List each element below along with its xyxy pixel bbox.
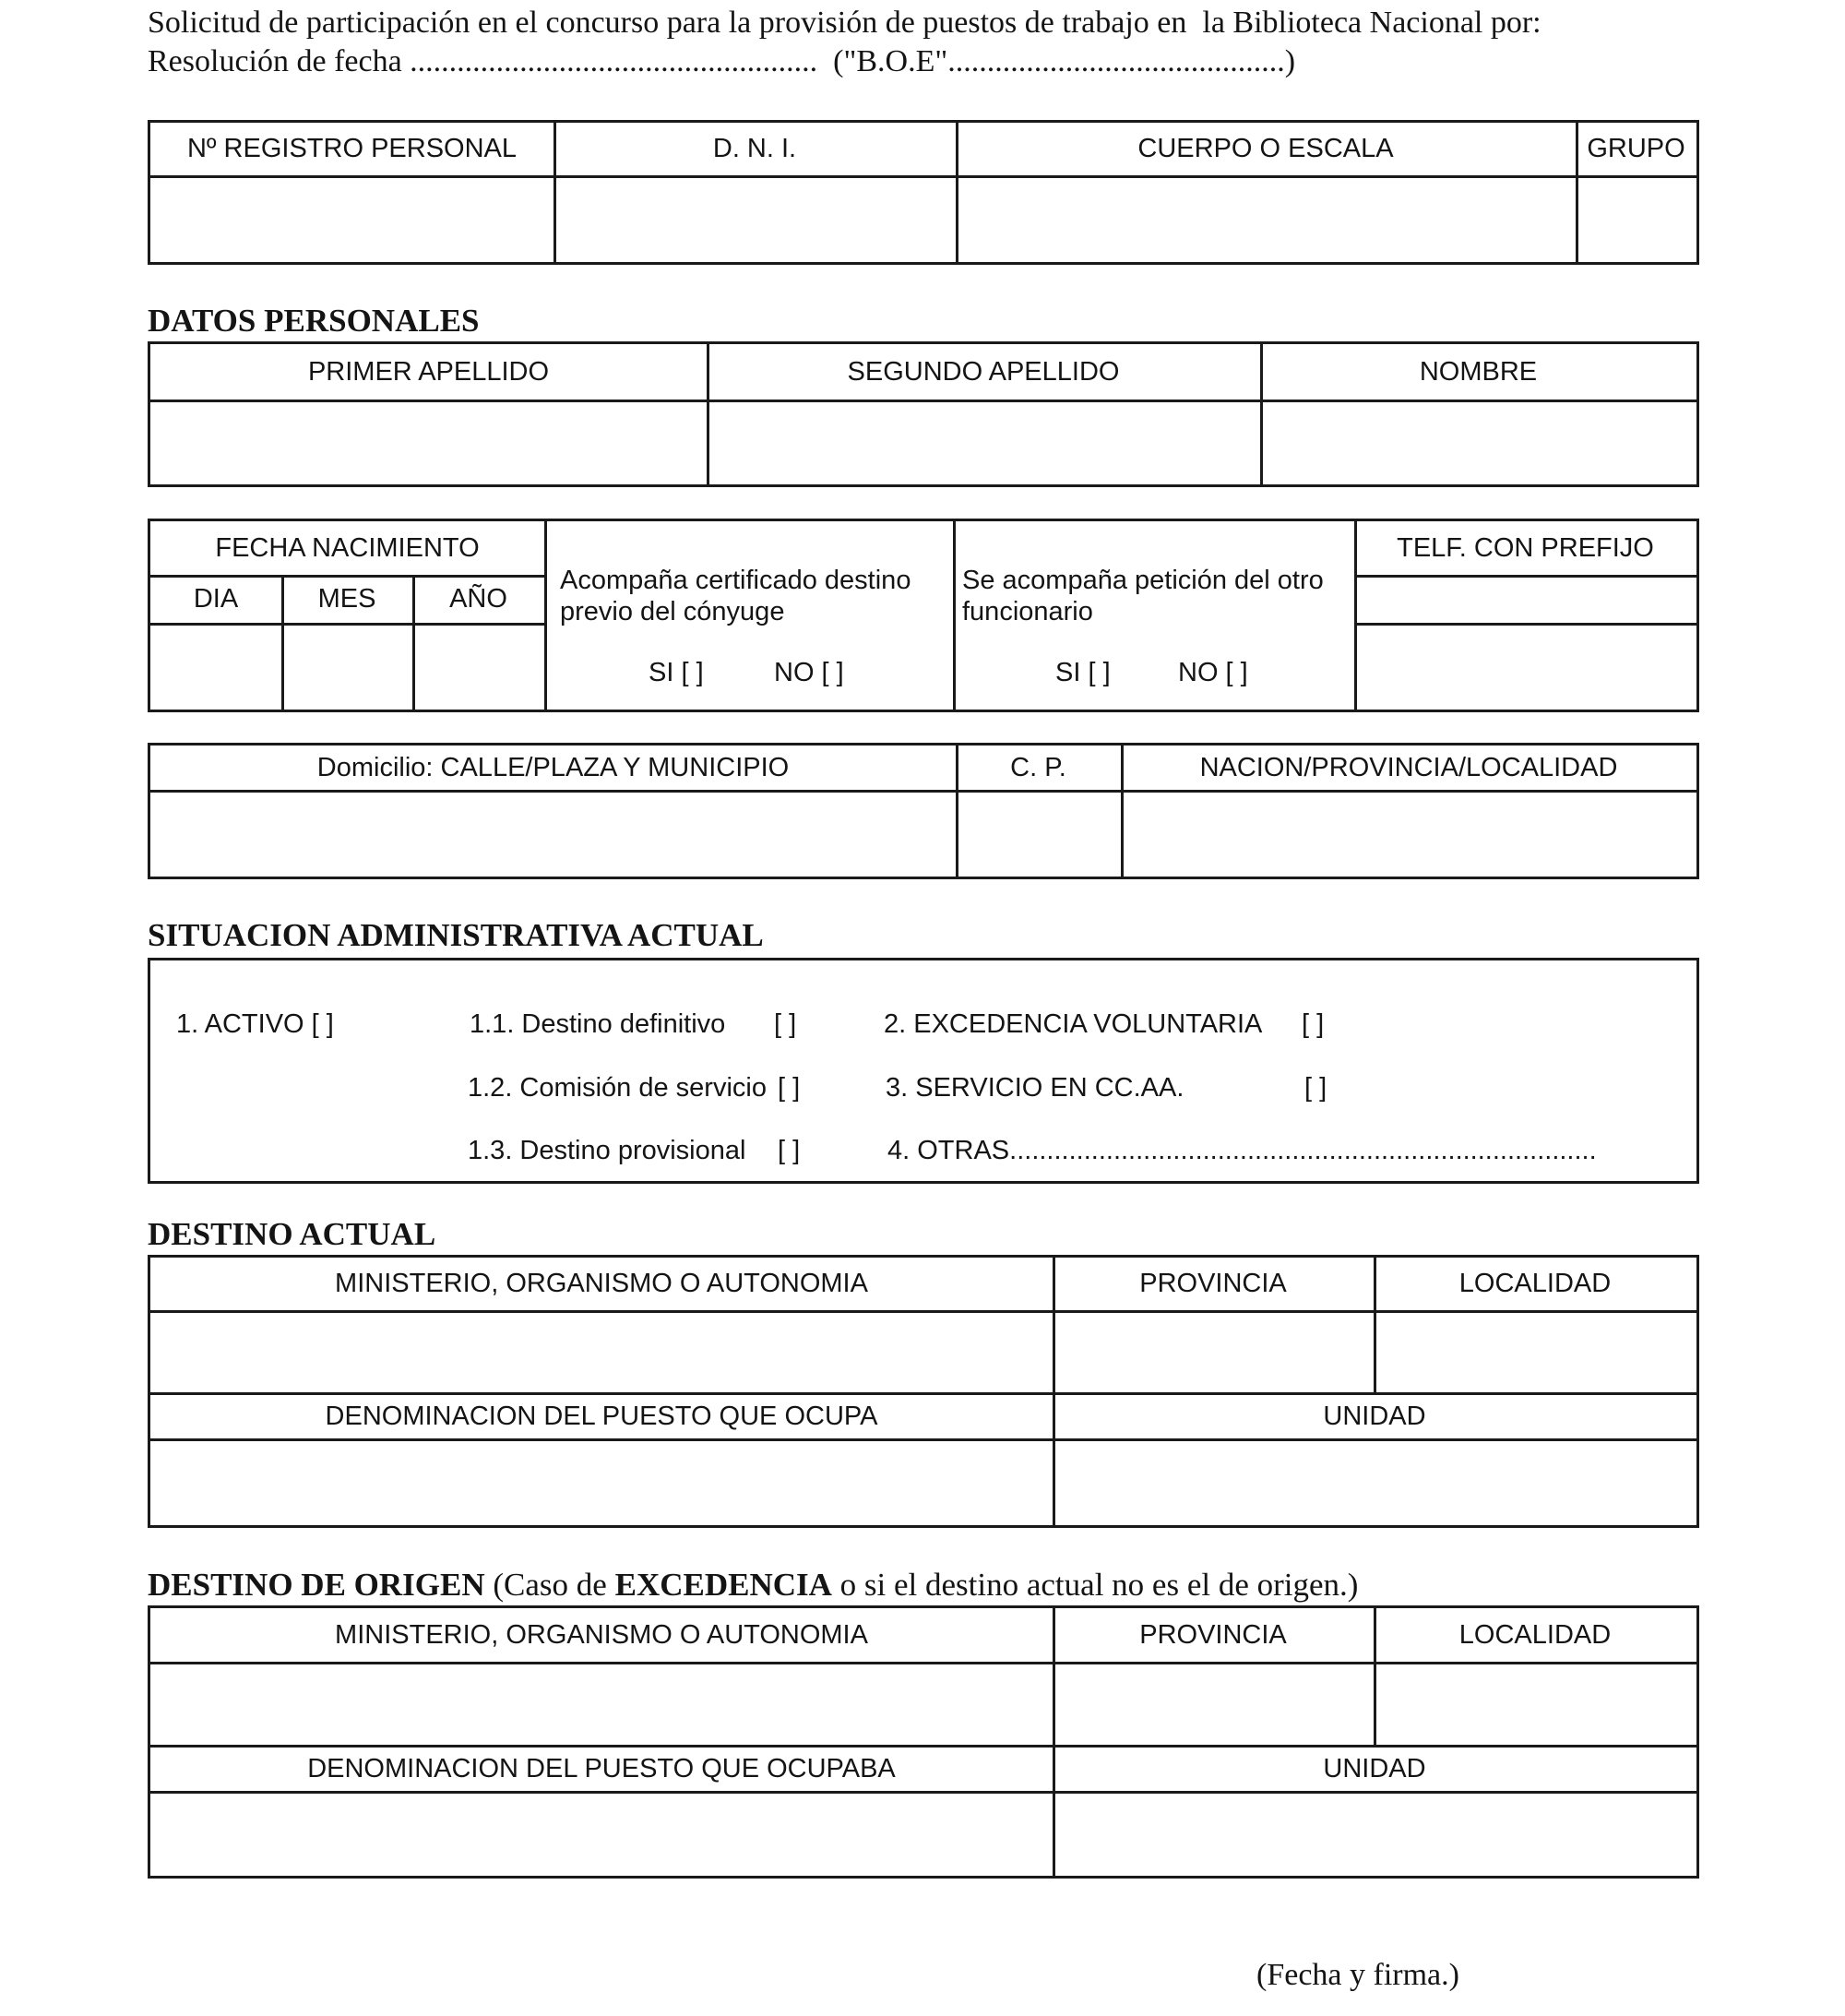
anio-label: AÑO [449, 583, 507, 614]
destino-actual-provincia-label: PROVINCIA [1139, 1269, 1287, 1298]
destino-actual-heading: DESTINO ACTUAL [148, 1216, 436, 1252]
grupo-field[interactable] [1578, 178, 1696, 262]
datos-personales-table [148, 341, 1699, 487]
peticion-no-checkbox[interactable]: NO [ ] [1178, 658, 1248, 687]
destino-actual-denominacion-field[interactable] [153, 1441, 1050, 1525]
conyuge-label-line-2: previo del cónyuge [560, 597, 785, 626]
conyuge-label-line-1: Acompaña certificado destino [560, 566, 911, 595]
primer-apellido-field[interactable] [153, 402, 704, 484]
destino-actual-ministerio-field[interactable] [153, 1313, 1050, 1392]
otras-field[interactable]: 4. OTRAS............................................................................... [887, 1136, 1597, 1165]
comision-servicio-checkbox[interactable]: [ ] [778, 1073, 801, 1103]
destino-actual-unidad-label: UNIDAD [1323, 1402, 1426, 1431]
destino-actual-localidad-field[interactable] [1376, 1313, 1696, 1392]
grupo-label: GRUPO [1587, 134, 1685, 163]
primer-apellido-label: PRIMER APELLIDO [307, 356, 550, 387]
destino-origen-unidad-field[interactable] [1055, 1794, 1696, 1876]
destino-actual-unidad-field[interactable] [1055, 1441, 1696, 1525]
fecha-nacimiento-label: FECHA NACIMIENTO [215, 532, 480, 563]
registro-personal-field[interactable] [153, 178, 551, 262]
nombre-label: NOMBRE [1419, 356, 1538, 387]
destino-actual-provincia-field[interactable] [1055, 1313, 1371, 1392]
peticion-si-checkbox[interactable]: SI [ ] [1055, 658, 1111, 687]
cuerpo-escala-field[interactable] [958, 178, 1573, 262]
conyuge-no-checkbox[interactable]: NO [ ] [774, 658, 844, 687]
peticion-label-line-1: Se acompaña petición del otro [962, 566, 1324, 595]
destino-origen-title: DESTINO DE ORIGEN [148, 1567, 485, 1603]
telefono-field-1[interactable] [1357, 578, 1696, 623]
destino-origen-ministerio-field[interactable] [153, 1664, 1050, 1745]
destino-origen-denominacion-field[interactable] [153, 1794, 1050, 1876]
destino-origen-localidad-label: LOCALIDAD [1458, 1619, 1612, 1650]
segundo-apellido-label: SEGUNDO APELLIDO [847, 356, 1120, 387]
destino-actual-denominacion-label: DENOMINACION DEL PUESTO QUE OCUPA [325, 1402, 878, 1431]
segundo-apellido-field[interactable] [709, 402, 1257, 484]
destino-provisional-label: 1.3. Destino provisional [468, 1136, 746, 1165]
conyuge-si-checkbox[interactable]: SI [ ] [649, 658, 704, 687]
nombre-field[interactable] [1263, 402, 1696, 484]
domicilio-table [148, 743, 1699, 879]
situacion-box [148, 958, 1699, 1184]
destino-origen-heading [148, 1567, 1358, 1604]
destino-origen-table [148, 1605, 1699, 1879]
destino-origen-unidad-label: UNIDAD [1323, 1754, 1426, 1783]
registro-table [148, 120, 1699, 265]
registro-personal-label: Nº REGISTRO PERSONAL [186, 134, 518, 163]
excedencia-voluntaria-checkbox[interactable]: [ ] [1302, 1009, 1325, 1039]
mes-field[interactable] [284, 626, 410, 710]
dni-field[interactable] [556, 178, 953, 262]
mes-label: MES [317, 583, 376, 614]
telefono-label: TELF. CON PREFIJO [1397, 532, 1654, 563]
situacion-heading: SITUACION ADMINISTRATIVA ACTUAL [148, 917, 764, 953]
destino-origen-denominacion-label: DENOMINACION DEL PUESTO QUE OCUPABA [307, 1754, 896, 1783]
excedencia-voluntaria-label: 2. EXCEDENCIA VOLUNTARIA [884, 1009, 1263, 1039]
destino-origen-note-a: (Caso de [484, 1567, 615, 1603]
destino-actual-localidad-label: LOCALIDAD [1458, 1269, 1612, 1298]
intro-line-1: Solicitud de participación en el concurso para la provisión de puestos de trabajo en la Biblioteca Nacional por: [148, 6, 1541, 40]
destino-provisional-checkbox[interactable]: [ ] [778, 1136, 801, 1165]
destino-actual-table [148, 1255, 1699, 1528]
comision-servicio-label: 1.2. Comisión de servicio [468, 1073, 767, 1103]
telefono-field-2[interactable] [1357, 626, 1696, 710]
codigo-postal-label: C. P. [1010, 752, 1066, 782]
cuerpo-escala-label: CUERPO O ESCALA [1137, 134, 1394, 163]
servicio-ccaa-label: 3. SERVICIO EN CC.AA. [886, 1073, 1184, 1103]
domicilio-label: Domicilio: CALLE/PLAZA Y MUNICIPIO [316, 752, 790, 782]
destino-origen-note-c: o si el destino actual no es el de origen.) [831, 1567, 1359, 1603]
dia-field[interactable] [153, 626, 279, 710]
destino-origen-provincia-label: PROVINCIA [1139, 1619, 1287, 1650]
nacion-provincia-label: NACION/PROVINCIA/LOCALIDAD [1199, 752, 1618, 782]
anio-field[interactable] [415, 626, 542, 710]
dia-label: DIA [193, 583, 239, 614]
datos-personales-heading: DATOS PERSONALES [148, 303, 480, 339]
peticion-label-line-2: funcionario [962, 597, 1093, 626]
fecha-firma-label: (Fecha y firma.) [1256, 1958, 1459, 1992]
nacimiento-table [148, 519, 1699, 712]
nacion-provincia-field[interactable] [1124, 793, 1696, 877]
destino-origen-note-excedencia: EXCEDENCIA [614, 1567, 832, 1603]
destino-definitivo-label: 1.1. Destino definitivo [470, 1009, 726, 1039]
destino-definitivo-checkbox[interactable]: [ ] [774, 1009, 797, 1039]
destino-actual-ministerio-label: MINISTERIO, ORGANISMO O AUTONOMIA [335, 1269, 868, 1298]
destino-origen-provincia-field[interactable] [1055, 1664, 1371, 1745]
intro-line-2: Resolución de fecha .................................................... ("B.O.E"...........................................) [148, 44, 1296, 78]
domicilio-field[interactable] [153, 793, 953, 877]
servicio-ccaa-checkbox[interactable]: [ ] [1304, 1073, 1327, 1103]
dni-label: D. N. I. [712, 134, 797, 163]
destino-origen-localidad-field[interactable] [1376, 1664, 1696, 1745]
destino-origen-ministerio-label: MINISTERIO, ORGANISMO O AUTONOMIA [335, 1619, 868, 1650]
activo-option[interactable]: 1. ACTIVO [ ] [176, 1009, 334, 1039]
codigo-postal-field[interactable] [958, 793, 1118, 877]
